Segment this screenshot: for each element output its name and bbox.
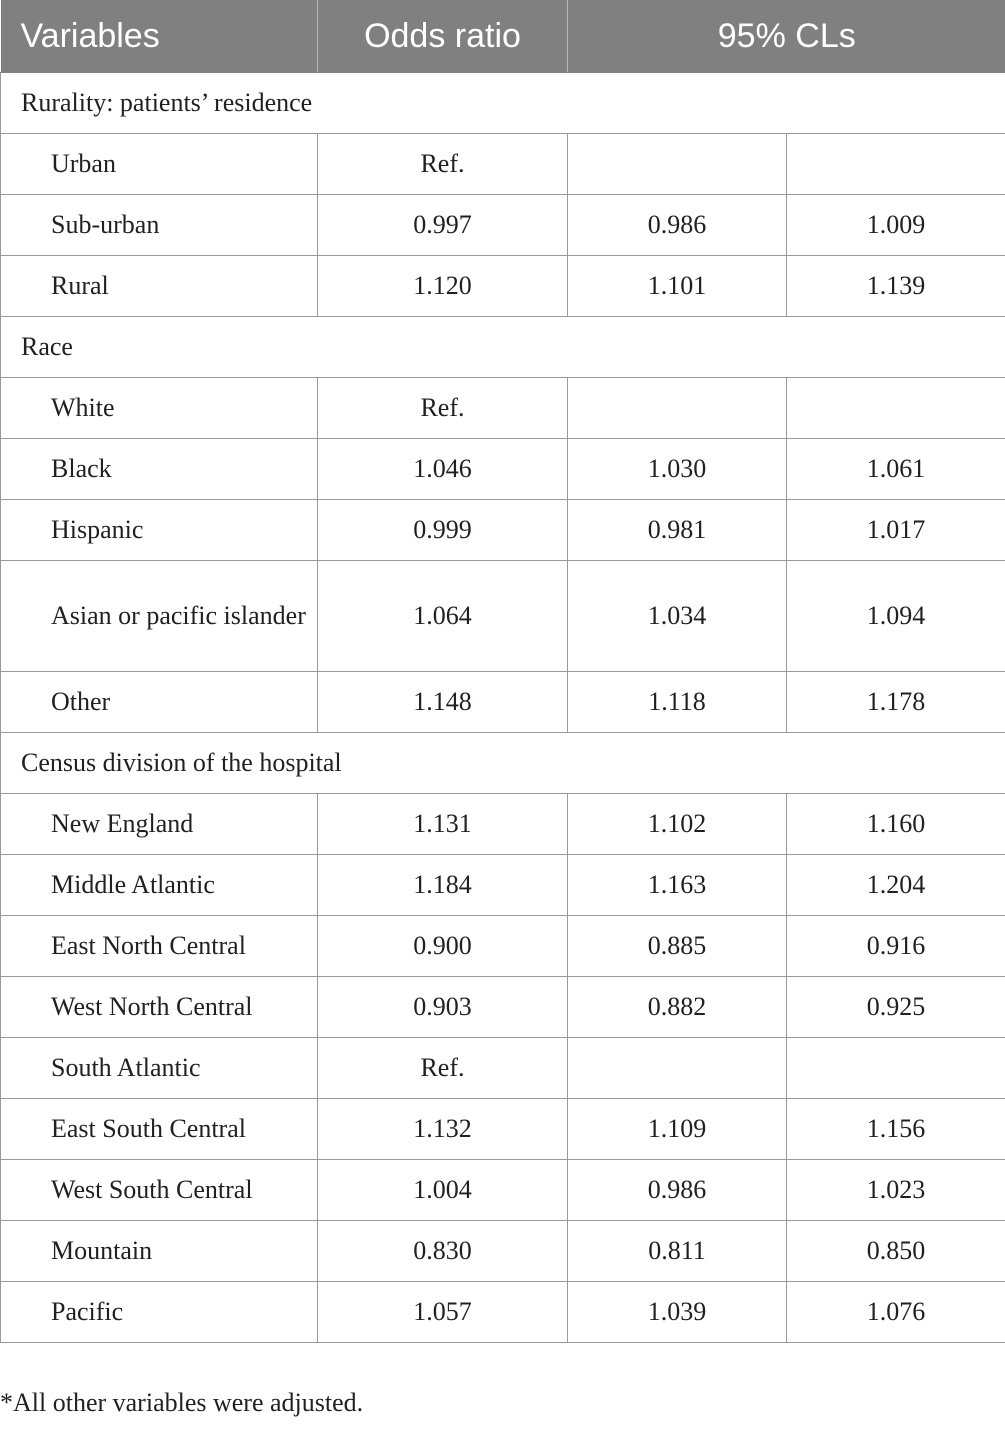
upper-cl-value: 1.178	[787, 672, 1005, 733]
table-row	[1, 195, 1005, 256]
lower-cl-value: 0.981	[568, 500, 787, 561]
row-label: East North Central	[1, 916, 318, 977]
row-label: Black	[1, 439, 318, 500]
table-row	[1, 916, 1005, 977]
row-label: Asian or pacific islander	[1, 561, 318, 672]
row-label: Mountain	[1, 1221, 318, 1282]
row-label: Rural	[1, 256, 318, 317]
odds-ratio-value: 1.184	[318, 855, 568, 916]
upper-cl-value	[787, 1038, 1005, 1099]
odds-ratio-value: 0.900	[318, 916, 568, 977]
section-row	[1, 317, 1005, 378]
table-row	[1, 855, 1005, 916]
odds-ratio-value: 0.997	[318, 195, 568, 256]
lower-cl-value: 0.986	[568, 1160, 787, 1221]
table-row	[1, 439, 1005, 500]
row-label: West North Central	[1, 977, 318, 1038]
table-row	[1, 1038, 1005, 1099]
row-label: Urban	[1, 134, 318, 195]
table-row	[1, 500, 1005, 561]
odds-ratio-value: 1.148	[318, 672, 568, 733]
table-header	[1, 0, 1005, 73]
lower-cl-value	[568, 134, 787, 195]
row-label: Middle Atlantic	[1, 855, 318, 916]
table-row	[1, 977, 1005, 1038]
upper-cl-value	[787, 134, 1005, 195]
row-label: Pacific	[1, 1282, 318, 1343]
lower-cl-value: 1.030	[568, 439, 787, 500]
table-row	[1, 1221, 1005, 1282]
row-label: West South Central	[1, 1160, 318, 1221]
odds-ratio-value: 0.903	[318, 977, 568, 1038]
odds-ratio-value: 1.131	[318, 794, 568, 855]
upper-cl-value	[787, 378, 1005, 439]
row-label: Sub-urban	[1, 195, 318, 256]
section-title: Rurality: patients’ residence	[1, 73, 1005, 134]
table-row	[1, 134, 1005, 195]
upper-cl-value: 1.160	[787, 794, 1005, 855]
table-footnote: *All other variables were adjusted.	[0, 1388, 364, 1417]
row-label: South Atlantic	[1, 1038, 318, 1099]
table-row	[1, 672, 1005, 733]
lower-cl-value: 0.986	[568, 195, 787, 256]
section-row	[1, 733, 1005, 794]
header-confidence-limits: 95% CLs	[568, 0, 1005, 73]
odds-ratio-value: 1.064	[318, 561, 568, 672]
upper-cl-value: 1.061	[787, 439, 1005, 500]
section-title: Race	[1, 317, 1005, 378]
odds-ratio-value: Ref.	[318, 378, 568, 439]
upper-cl-value: 1.139	[787, 256, 1005, 317]
lower-cl-value: 1.101	[568, 256, 787, 317]
section-row	[1, 73, 1005, 134]
header-variables: Variables	[1, 0, 318, 73]
odds-ratio-value: 1.057	[318, 1282, 568, 1343]
lower-cl-value: 1.118	[568, 672, 787, 733]
table-row	[1, 1099, 1005, 1160]
row-label: Hispanic	[1, 500, 318, 561]
odds-ratio-value: 1.132	[318, 1099, 568, 1160]
lower-cl-value: 1.163	[568, 855, 787, 916]
table-row	[1, 1160, 1005, 1221]
header-row	[1, 0, 1005, 73]
lower-cl-value	[568, 378, 787, 439]
table-row	[1, 378, 1005, 439]
row-label: East South Central	[1, 1099, 318, 1160]
upper-cl-value: 1.094	[787, 561, 1005, 672]
lower-cl-value: 1.109	[568, 1099, 787, 1160]
row-label: White	[1, 378, 318, 439]
upper-cl-value: 0.925	[787, 977, 1005, 1038]
lower-cl-value: 0.882	[568, 977, 787, 1038]
table-row	[1, 1282, 1005, 1343]
upper-cl-value: 1.204	[787, 855, 1005, 916]
lower-cl-value: 0.885	[568, 916, 787, 977]
lower-cl-value: 1.034	[568, 561, 787, 672]
row-label: Other	[1, 672, 318, 733]
upper-cl-value: 0.916	[787, 916, 1005, 977]
lower-cl-value: 0.811	[568, 1221, 787, 1282]
odds-ratio-value: 0.830	[318, 1221, 568, 1282]
odds-ratio-value: 1.004	[318, 1160, 568, 1221]
lower-cl-value: 1.039	[568, 1282, 787, 1343]
odds-ratio-value: Ref.	[318, 134, 568, 195]
table-row	[1, 256, 1005, 317]
odds-ratio-value: 1.046	[318, 439, 568, 500]
lower-cl-value	[568, 1038, 787, 1099]
lower-cl-value: 1.102	[568, 794, 787, 855]
table-row	[1, 561, 1005, 672]
table-body	[1, 73, 1005, 1343]
upper-cl-value: 1.076	[787, 1282, 1005, 1343]
upper-cl-value: 1.023	[787, 1160, 1005, 1221]
upper-cl-value: 1.017	[787, 500, 1005, 561]
row-label: New England	[1, 794, 318, 855]
table-row	[1, 794, 1005, 855]
upper-cl-value: 1.156	[787, 1099, 1005, 1160]
odds-ratio-value: Ref.	[318, 1038, 568, 1099]
header-odds-ratio: Odds ratio	[318, 0, 568, 73]
upper-cl-value: 1.009	[787, 195, 1005, 256]
odds-ratio-value: 1.120	[318, 256, 568, 317]
upper-cl-value: 0.850	[787, 1221, 1005, 1282]
section-title: Census division of the hospital	[1, 733, 1005, 794]
odds-ratio-value: 0.999	[318, 500, 568, 561]
